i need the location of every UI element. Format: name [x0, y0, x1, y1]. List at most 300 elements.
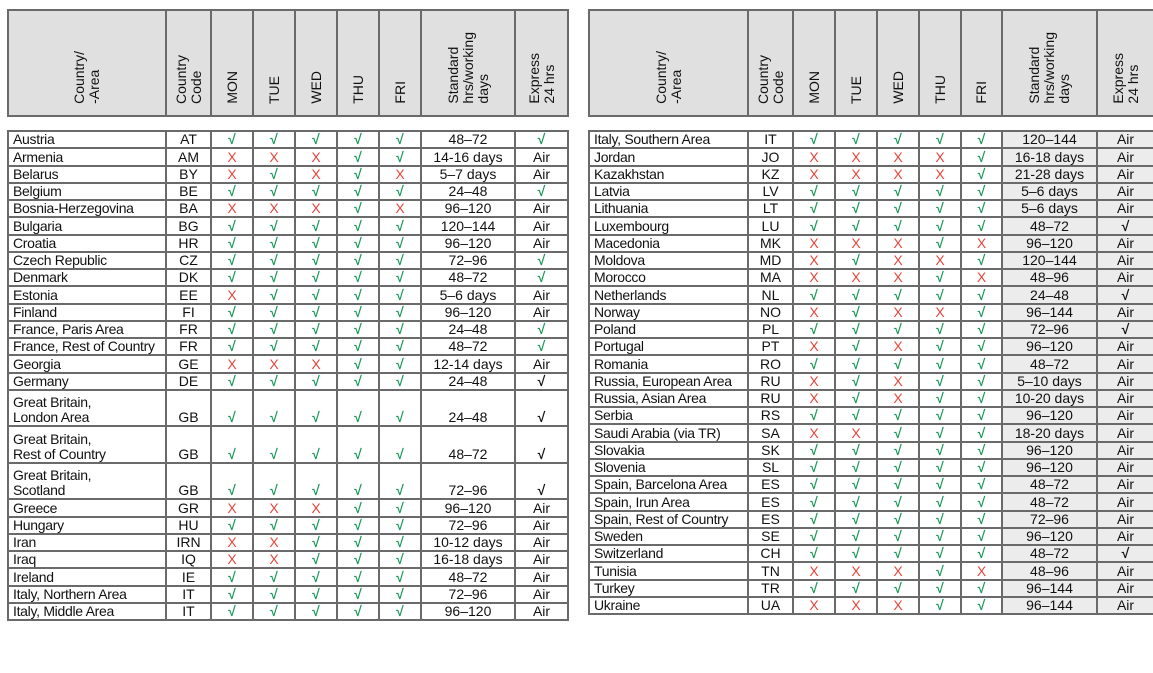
country-code: IE: [166, 568, 211, 585]
thu-check-icon: √: [337, 426, 379, 463]
tue-cross-icon: X: [253, 200, 295, 217]
delivery-table-left: [7, 9, 567, 619]
wed-cross-icon: X: [295, 499, 337, 516]
tue-check-icon: √: [835, 373, 877, 390]
standard-time: 48–72: [421, 568, 515, 585]
wed-cross-icon: X: [295, 166, 337, 183]
wed-check-icon: √: [877, 200, 919, 217]
country-name: Italy, Northern Area: [8, 586, 166, 603]
country-code: FI: [166, 304, 211, 321]
header-country: [8, 10, 166, 116]
header-label: THU: [931, 75, 948, 104]
mon-check-icon: √: [211, 426, 253, 463]
standard-time: 48–72: [421, 338, 515, 355]
mon-check-icon: √: [211, 252, 253, 269]
thu-check-icon: √: [919, 459, 961, 476]
country-code: ES: [748, 511, 793, 528]
country-code: MK: [748, 235, 793, 252]
mon-check-icon: √: [793, 511, 835, 528]
wed-check-icon: √: [295, 586, 337, 603]
header-label: TUE: [847, 76, 864, 104]
express-air: Air: [515, 499, 568, 516]
thu-cross-icon: X: [919, 148, 961, 165]
standard-time: 14-16 days: [421, 148, 515, 165]
country-code: GE: [166, 355, 211, 372]
fri-cross-icon: X: [379, 200, 421, 217]
mon-cross-icon: X: [793, 269, 835, 286]
express-air: Air: [515, 517, 568, 534]
country-name: Netherlands: [589, 286, 748, 303]
country-name: Germany: [8, 373, 166, 390]
express-check-icon: √: [515, 131, 568, 148]
standard-time: 18-20 days: [1002, 424, 1097, 441]
wed-check-icon: √: [877, 511, 919, 528]
country-code: BG: [166, 217, 211, 234]
country-name: Slovakia: [589, 442, 748, 459]
header-wed: [295, 10, 337, 116]
table-row: [8, 252, 568, 269]
express-air: Air: [1097, 424, 1153, 441]
tue-check-icon: √: [835, 528, 877, 545]
standard-time: 24–48: [421, 373, 515, 390]
fri-check-icon: √: [961, 286, 1002, 303]
tue-check-icon: √: [835, 217, 877, 234]
thu-check-icon: √: [337, 235, 379, 252]
wed-check-icon: √: [295, 551, 337, 568]
country-code: RS: [748, 407, 793, 424]
tue-check-icon: √: [835, 545, 877, 562]
express-check-icon: √: [515, 426, 568, 463]
tue-check-icon: √: [253, 183, 295, 200]
country-code: FR: [166, 338, 211, 355]
country-name: Russia, European Area: [589, 373, 748, 390]
fri-check-icon: √: [961, 321, 1002, 338]
tue-check-icon: √: [835, 286, 877, 303]
fri-check-icon: √: [379, 321, 421, 338]
fri-check-icon: √: [961, 373, 1002, 390]
fri-check-icon: √: [961, 200, 1002, 217]
header-thu: [337, 10, 379, 116]
table-row: [8, 338, 568, 355]
mon-check-icon: √: [211, 183, 253, 200]
header-standard: [421, 10, 515, 116]
thu-check-icon: √: [337, 200, 379, 217]
table-row: [589, 217, 1153, 234]
country-code: CZ: [166, 252, 211, 269]
tue-check-icon: √: [835, 304, 877, 321]
express-check-icon: √: [515, 252, 568, 269]
country-code: SA: [748, 424, 793, 441]
country-code: SL: [748, 459, 793, 476]
table-row: [8, 148, 568, 165]
table-row: [8, 321, 568, 338]
wed-cross-icon: X: [877, 562, 919, 579]
thu-cross-icon: X: [919, 304, 961, 321]
standard-time: 120–144: [1002, 252, 1097, 269]
tue-check-icon: √: [253, 304, 295, 321]
table-row: [589, 597, 1153, 614]
country-code: JO: [748, 148, 793, 165]
table-row: [589, 338, 1153, 355]
express-air: Air: [1097, 304, 1153, 321]
table-row: [589, 407, 1153, 424]
standard-time: 48–72: [1002, 476, 1097, 493]
thu-check-icon: √: [337, 148, 379, 165]
country-name: France, Paris Area: [8, 321, 166, 338]
header-label: Country/ -Area: [652, 51, 684, 104]
mon-cross-icon: X: [211, 148, 253, 165]
tue-cross-icon: X: [835, 424, 877, 441]
fri-check-icon: √: [961, 580, 1002, 597]
standard-time: 24–48: [421, 321, 515, 338]
express-check-icon: √: [1097, 545, 1153, 562]
tue-check-icon: √: [835, 200, 877, 217]
express-check-icon: √: [515, 269, 568, 286]
country-name: Ireland: [8, 568, 166, 585]
express-air: Air: [1097, 407, 1153, 424]
mon-check-icon: √: [793, 321, 835, 338]
mon-cross-icon: X: [793, 166, 835, 183]
wed-cross-icon: X: [295, 148, 337, 165]
wed-check-icon: √: [295, 603, 337, 620]
standard-time: 96–144: [1002, 304, 1097, 321]
thu-check-icon: √: [919, 545, 961, 562]
table-row: [589, 390, 1153, 407]
table-row: [589, 252, 1153, 269]
thu-check-icon: √: [337, 338, 379, 355]
tue-check-icon: √: [253, 166, 295, 183]
mon-check-icon: √: [793, 286, 835, 303]
country-code: GR: [166, 499, 211, 516]
express-air: Air: [515, 603, 568, 620]
mon-check-icon: √: [211, 517, 253, 534]
thu-check-icon: √: [919, 476, 961, 493]
mon-cross-icon: X: [793, 562, 835, 579]
header-fri: [961, 10, 1002, 116]
mon-check-icon: √: [793, 442, 835, 459]
country-code: RU: [748, 373, 793, 390]
country-name: Switzerland: [589, 545, 748, 562]
tue-check-icon: √: [835, 252, 877, 269]
tue-check-icon: √: [253, 390, 295, 427]
country-code: AT: [166, 131, 211, 148]
mon-check-icon: √: [793, 355, 835, 372]
header-tue: [253, 10, 295, 116]
standard-time: 5–6 days: [421, 286, 515, 303]
wed-check-icon: √: [877, 459, 919, 476]
express-check-icon: √: [515, 321, 568, 338]
express-air: Air: [1097, 166, 1153, 183]
table-row: [8, 603, 568, 620]
fri-check-icon: √: [961, 183, 1002, 200]
wed-check-icon: √: [877, 493, 919, 510]
country-code: ES: [748, 476, 793, 493]
country-name: Hungary: [8, 517, 166, 534]
standard-time: 48–72: [1002, 355, 1097, 372]
wed-check-icon: √: [295, 252, 337, 269]
country-name: Latvia: [589, 183, 748, 200]
mon-check-icon: √: [793, 476, 835, 493]
header-express: [1097, 10, 1153, 116]
fri-cross-icon: X: [961, 269, 1002, 286]
country-code: GB: [166, 390, 211, 427]
express-check-icon: √: [515, 338, 568, 355]
thu-check-icon: √: [337, 355, 379, 372]
wed-cross-icon: X: [877, 148, 919, 165]
table-row: [589, 235, 1153, 252]
fri-check-icon: √: [379, 131, 421, 148]
standard-time: 96–120: [1002, 442, 1097, 459]
thu-check-icon: √: [919, 131, 961, 148]
fri-check-icon: √: [961, 355, 1002, 372]
tue-check-icon: √: [835, 580, 877, 597]
fri-check-icon: √: [379, 252, 421, 269]
table-row: [589, 442, 1153, 459]
header-fri: [379, 10, 421, 116]
country-code: FR: [166, 321, 211, 338]
tue-check-icon: √: [253, 463, 295, 500]
country-name: Macedonia: [589, 235, 748, 252]
fri-check-icon: √: [961, 166, 1002, 183]
thu-check-icon: √: [337, 517, 379, 534]
mon-cross-icon: X: [793, 235, 835, 252]
table-row: [8, 373, 568, 390]
express-air: Air: [515, 200, 568, 217]
fri-check-icon: √: [961, 528, 1002, 545]
express-air: Air: [515, 166, 568, 183]
fri-check-icon: √: [961, 597, 1002, 614]
wed-check-icon: √: [295, 534, 337, 551]
wed-check-icon: √: [295, 390, 337, 427]
standard-time: 120–144: [421, 217, 515, 234]
country-code: AM: [166, 148, 211, 165]
country-name: Spain, Barcelona Area: [589, 476, 748, 493]
mon-check-icon: √: [211, 304, 253, 321]
country-name: Italy, Middle Area: [8, 603, 166, 620]
fri-check-icon: √: [379, 426, 421, 463]
thu-check-icon: √: [919, 390, 961, 407]
thu-check-icon: √: [919, 373, 961, 390]
tue-check-icon: √: [253, 568, 295, 585]
thu-check-icon: √: [919, 286, 961, 303]
wed-cross-icon: X: [877, 252, 919, 269]
wed-check-icon: √: [295, 373, 337, 390]
standard-time: 10-12 days: [421, 534, 515, 551]
table-row: [8, 355, 568, 372]
country-name: Poland: [589, 321, 748, 338]
table-row: [589, 493, 1153, 510]
express-check-icon: √: [515, 183, 568, 200]
mon-cross-icon: X: [211, 551, 253, 568]
country-code: HU: [166, 517, 211, 534]
wed-check-icon: √: [295, 217, 337, 234]
mon-check-icon: √: [793, 459, 835, 476]
express-air: Air: [1097, 355, 1153, 372]
thu-check-icon: √: [337, 463, 379, 500]
header-label: WED: [889, 71, 906, 104]
fri-check-icon: √: [379, 390, 421, 427]
standard-time: 24–48: [1002, 286, 1097, 303]
country-code: DE: [166, 373, 211, 390]
wed-check-icon: √: [295, 568, 337, 585]
standard-time: 72–96: [421, 586, 515, 603]
header-label: Standard hrs/working days: [1026, 32, 1072, 104]
wed-cross-icon: X: [877, 390, 919, 407]
fri-check-icon: √: [961, 338, 1002, 355]
fri-check-icon: √: [379, 286, 421, 303]
standard-time: 21-28 days: [1002, 166, 1097, 183]
table-row: [8, 269, 568, 286]
standard-time: 96–120: [421, 200, 515, 217]
tue-check-icon: √: [835, 183, 877, 200]
fri-check-icon: √: [379, 304, 421, 321]
country-name: Kazakhstan: [589, 166, 748, 183]
table-header: [588, 9, 1153, 117]
wed-cross-icon: X: [877, 338, 919, 355]
table-row: [589, 476, 1153, 493]
express-air: Air: [1097, 148, 1153, 165]
mon-cross-icon: X: [211, 286, 253, 303]
mon-check-icon: √: [793, 200, 835, 217]
table-row: [589, 286, 1153, 303]
fri-check-icon: √: [961, 407, 1002, 424]
standard-time: 48–72: [421, 426, 515, 463]
wed-check-icon: √: [295, 426, 337, 463]
standard-time: 48–96: [1002, 562, 1097, 579]
header-label: FRI: [391, 81, 408, 104]
standard-time: 5–6 days: [1002, 183, 1097, 200]
fri-check-icon: √: [379, 373, 421, 390]
mon-cross-icon: X: [793, 252, 835, 269]
table-row: [8, 217, 568, 234]
tue-check-icon: √: [253, 286, 295, 303]
tue-cross-icon: X: [253, 499, 295, 516]
express-air: Air: [515, 217, 568, 234]
tue-check-icon: √: [835, 407, 877, 424]
country-code: SK: [748, 442, 793, 459]
mon-cross-icon: X: [793, 373, 835, 390]
standard-time: 24–48: [421, 183, 515, 200]
tue-check-icon: √: [253, 252, 295, 269]
country-code: UA: [748, 597, 793, 614]
tue-cross-icon: X: [835, 148, 877, 165]
standard-time: 24–48: [421, 390, 515, 427]
country-name: Bosnia-Herzegovina: [8, 200, 166, 217]
country-code: SE: [748, 528, 793, 545]
thu-check-icon: √: [919, 442, 961, 459]
header-label: Country Code: [754, 54, 786, 104]
country-name: Denmark: [8, 269, 166, 286]
country-name: Great Britain, Scotland: [8, 463, 166, 500]
header-label: TUE: [265, 76, 282, 104]
fri-check-icon: √: [379, 148, 421, 165]
wed-check-icon: √: [295, 286, 337, 303]
thu-check-icon: √: [337, 183, 379, 200]
fri-check-icon: √: [379, 463, 421, 500]
thu-check-icon: √: [337, 321, 379, 338]
standard-time: 48–96: [1002, 269, 1097, 286]
country-name: Spain, Irun Area: [589, 493, 748, 510]
tue-cross-icon: X: [835, 166, 877, 183]
header-mon: [793, 10, 835, 116]
wed-check-icon: √: [877, 424, 919, 441]
country-name: Bulgaria: [8, 217, 166, 234]
country-name: Russia, Asian Area: [589, 390, 748, 407]
mon-check-icon: √: [793, 183, 835, 200]
thu-check-icon: √: [919, 321, 961, 338]
mon-check-icon: √: [211, 217, 253, 234]
wed-cross-icon: X: [877, 235, 919, 252]
mon-check-icon: √: [211, 131, 253, 148]
country-name: Great Britain, London Area: [8, 390, 166, 427]
country-code: GB: [166, 463, 211, 500]
thu-check-icon: √: [337, 603, 379, 620]
wed-cross-icon: X: [877, 597, 919, 614]
wed-check-icon: √: [877, 286, 919, 303]
thu-check-icon: √: [919, 597, 961, 614]
standard-time: 96–120: [1002, 338, 1097, 355]
wed-check-icon: √: [295, 235, 337, 252]
mon-cross-icon: X: [211, 499, 253, 516]
thu-check-icon: √: [919, 580, 961, 597]
standard-time: 12-14 days: [421, 355, 515, 372]
header-express: [515, 10, 568, 116]
fri-check-icon: √: [961, 424, 1002, 441]
country-name: Turkey: [589, 580, 748, 597]
standard-time: 96–144: [1002, 597, 1097, 614]
standard-time: 16-18 days: [1002, 148, 1097, 165]
header-label: THU: [349, 75, 366, 104]
fri-check-icon: √: [961, 217, 1002, 234]
table-row: [8, 534, 568, 551]
country-name: Armenia: [8, 148, 166, 165]
fri-check-icon: √: [379, 269, 421, 286]
express-air: Air: [515, 568, 568, 585]
tue-check-icon: √: [253, 603, 295, 620]
thu-check-icon: √: [919, 424, 961, 441]
wed-check-icon: √: [295, 269, 337, 286]
header-label: WED: [307, 71, 324, 104]
wed-check-icon: √: [295, 463, 337, 500]
thu-check-icon: √: [337, 568, 379, 585]
table-row: [8, 235, 568, 252]
country-code: DK: [166, 269, 211, 286]
fri-check-icon: √: [961, 252, 1002, 269]
thu-check-icon: √: [919, 562, 961, 579]
thu-cross-icon: X: [919, 252, 961, 269]
table-row: [8, 304, 568, 321]
tue-cross-icon: X: [253, 355, 295, 372]
fri-check-icon: √: [379, 551, 421, 568]
thu-check-icon: √: [337, 166, 379, 183]
express-air: Air: [515, 355, 568, 372]
wed-check-icon: √: [295, 183, 337, 200]
country-code: NL: [748, 286, 793, 303]
mon-check-icon: √: [793, 131, 835, 148]
tue-check-icon: √: [253, 235, 295, 252]
tue-cross-icon: X: [835, 597, 877, 614]
thu-check-icon: √: [337, 534, 379, 551]
tue-check-icon: √: [835, 355, 877, 372]
tue-check-icon: √: [253, 373, 295, 390]
country-name: Great Britain, Rest of Country: [8, 426, 166, 463]
express-air: Air: [1097, 373, 1153, 390]
standard-time: 96–120: [1002, 528, 1097, 545]
thu-check-icon: √: [337, 217, 379, 234]
tue-check-icon: √: [253, 269, 295, 286]
header-tue: [835, 10, 877, 116]
express-air: Air: [515, 148, 568, 165]
